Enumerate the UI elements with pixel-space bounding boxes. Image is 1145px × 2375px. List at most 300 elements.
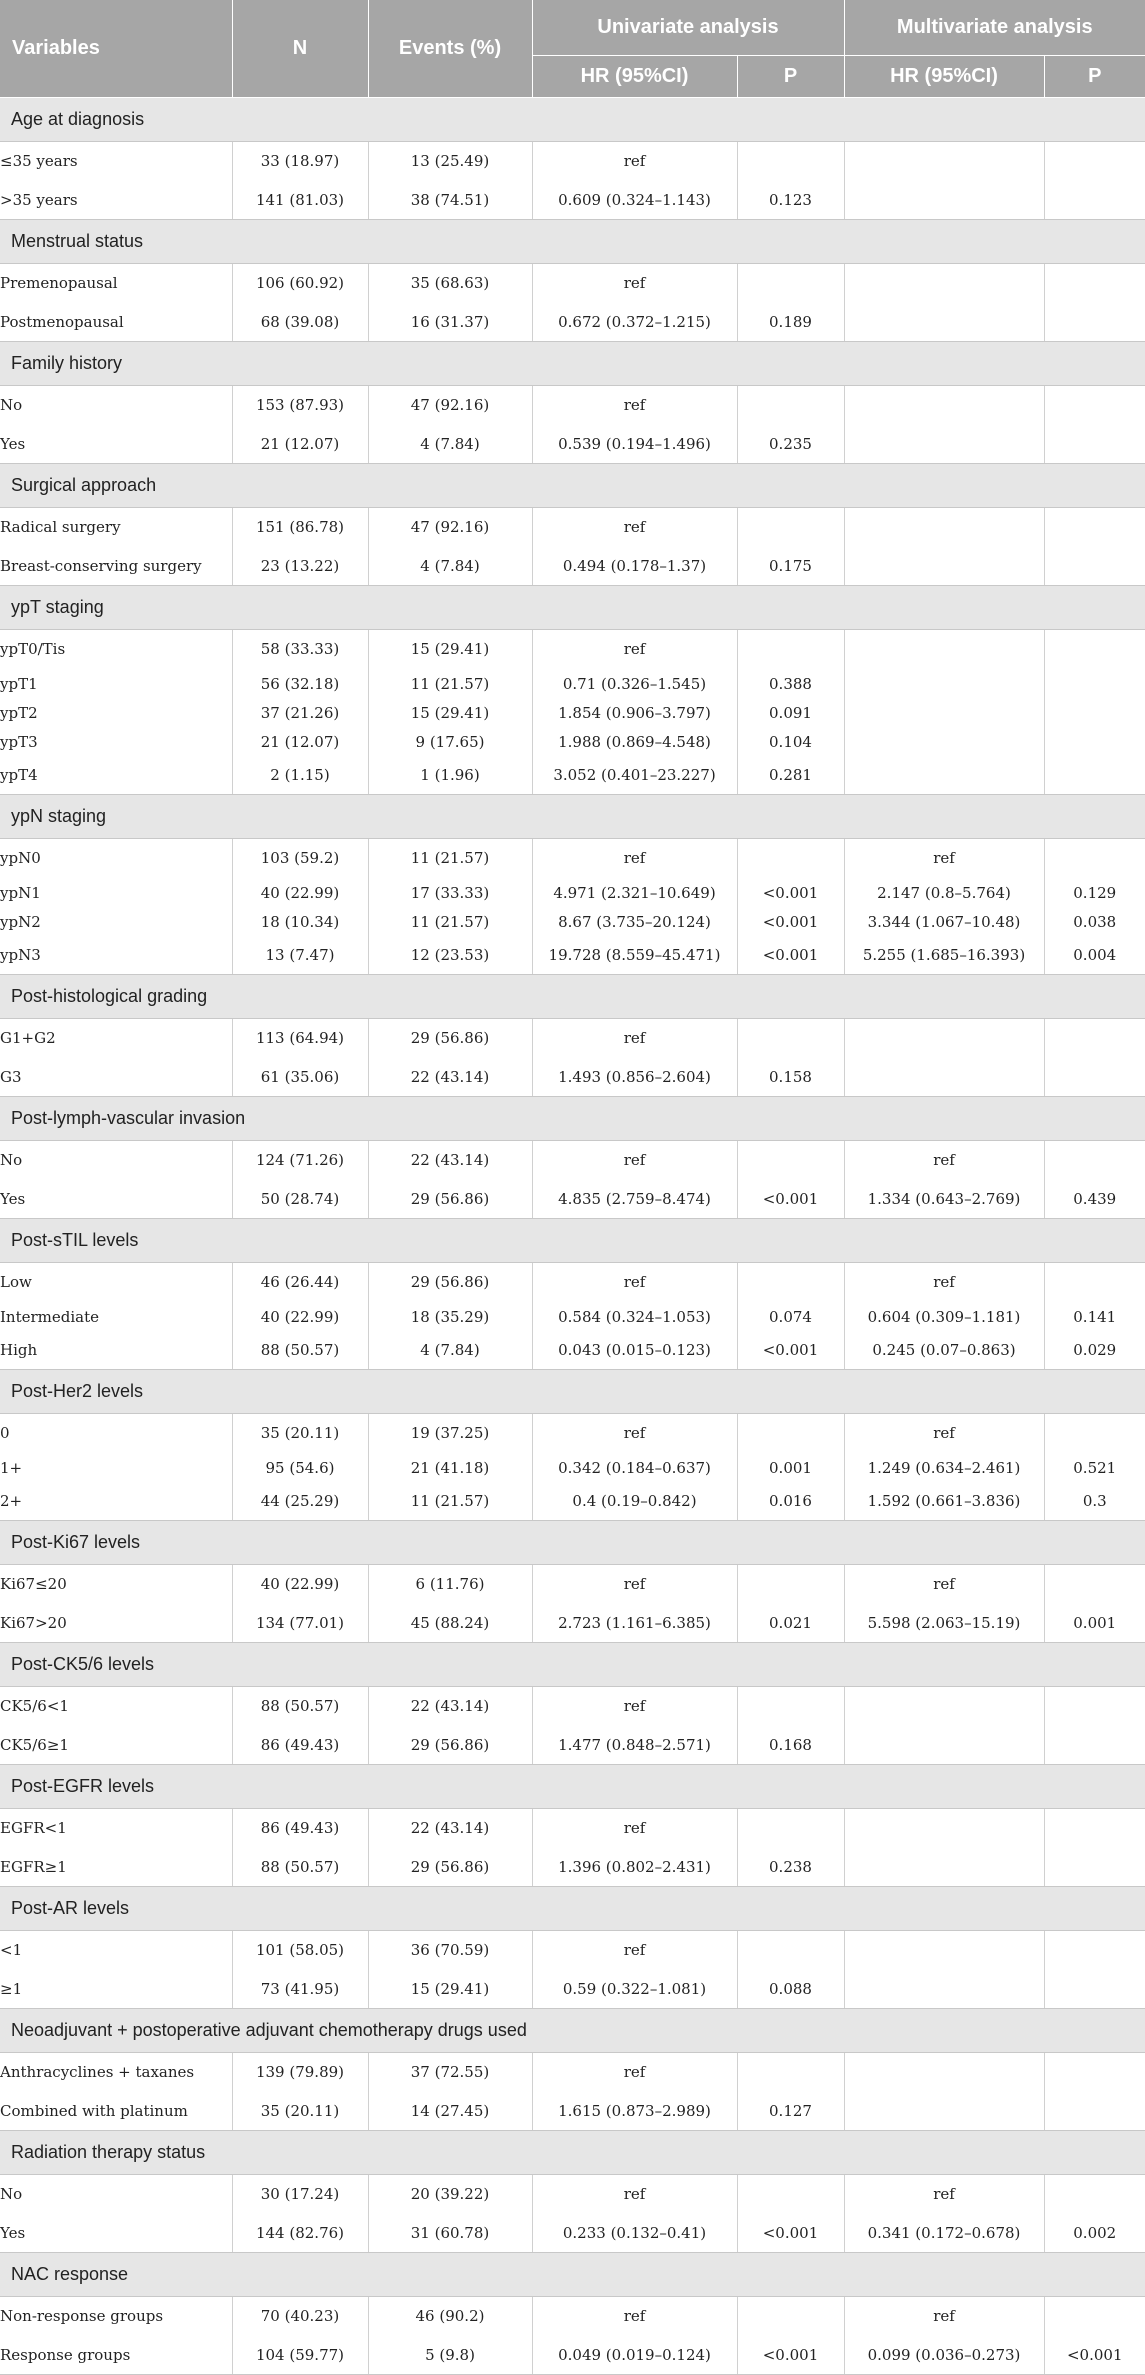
n-cell: 88 (50.57): [232, 1848, 368, 1886]
n-cell: 2 (1.15): [232, 756, 368, 794]
variable-cell: Combined with platinum: [0, 2092, 232, 2130]
table-row: [0, 669, 1145, 698]
n-cell: 35 (20.11): [232, 2092, 368, 2130]
variable-cell: CK5/6<1: [0, 1686, 232, 1726]
uni-p-cell: 0.158: [737, 1058, 844, 1096]
events-cell: 14 (27.45): [368, 2092, 532, 2130]
table-row: [0, 303, 1145, 341]
uni-p-cell: <0.001: [737, 878, 844, 907]
uni-p-cell: [737, 263, 844, 303]
n-cell: 44 (25.29): [232, 1482, 368, 1520]
n-cell: 95 (54.6): [232, 1453, 368, 1482]
table-row: [0, 1930, 1145, 1970]
uni-p-cell: 0.088: [737, 1970, 844, 2008]
multi-p-cell: 0.521: [1073, 1458, 1117, 1477]
uni-hr-cell: 1.988 (0.869–4.548): [532, 727, 737, 756]
multi-p-cell: [1044, 547, 1145, 585]
group-header-row: [0, 585, 1145, 629]
header-multi-hr: HR (95%CI): [844, 55, 1044, 97]
multi-hr-cell: [844, 698, 1044, 727]
events-cell: 46 (90.2): [368, 2296, 532, 2336]
n-cell: 134 (77.01): [232, 1604, 368, 1642]
events-cell: 13 (25.49): [368, 141, 532, 181]
table-row: [0, 425, 1145, 463]
multi-p-cell: 0.004: [1044, 936, 1145, 974]
multi-p-cell: [1044, 385, 1145, 425]
variable-cell: ypN2: [0, 907, 232, 936]
events-cell: 21 (41.18): [368, 1453, 532, 1482]
variable-cell: 1+: [0, 1453, 232, 1482]
table-row: [0, 1180, 1145, 1218]
events-cell: 29 (56.86): [368, 1726, 532, 1764]
uni-hr-cell: ref: [532, 1018, 737, 1058]
table-row: [0, 727, 1145, 756]
n-cell: 18 (10.34): [232, 907, 368, 936]
uni-p-cell: 0.127: [737, 2092, 844, 2130]
group-title: Post-Ki67 levels: [0, 1520, 1145, 1564]
uni-hr-cell: 3.052 (0.401–23.227): [532, 756, 737, 794]
uni-hr-cell: 2.723 (1.161–6.385): [532, 1604, 737, 1642]
multi-hr-cell: [844, 756, 1044, 794]
multi-hr-cell: ref: [844, 2174, 1044, 2214]
table-row: [0, 1413, 1145, 1453]
multi-p-cell: [1044, 425, 1145, 463]
uni-p-cell: 0.104: [737, 727, 844, 756]
multi-p-cell: 0.129: [1073, 883, 1117, 902]
uni-hr-cell: 4.971 (2.321–10.649): [532, 878, 737, 907]
multi-hr-cell: ref: [844, 2296, 1044, 2336]
table-row: [0, 547, 1145, 585]
table-row: [0, 698, 1145, 727]
group-header-row: [0, 2130, 1145, 2174]
uni-hr-cell: 0.043 (0.015–0.123): [532, 1331, 737, 1369]
uni-p-cell: [737, 2052, 844, 2092]
variable-cell: Non-response groups: [0, 2296, 232, 2336]
group-header-row: [0, 2252, 1145, 2296]
uni-hr-cell: ref: [532, 1564, 737, 1604]
multi-p-cell: [1044, 2092, 1145, 2130]
n-cell: 153 (87.93): [232, 385, 368, 425]
group-header-row: [0, 1642, 1145, 1686]
events-cell: 22 (43.14): [368, 1686, 532, 1726]
events-cell: 12 (23.53): [368, 936, 532, 974]
uni-hr-cell: ref: [532, 2174, 737, 2214]
group-header-row: [0, 1764, 1145, 1808]
events-cell: 29 (56.86): [368, 1018, 532, 1058]
n-cell: 139 (79.89): [232, 2052, 368, 2092]
header-univariate: Univariate analysis: [532, 0, 844, 55]
multi-p-cell: [1044, 698, 1145, 727]
table-row: [0, 1482, 1145, 1520]
uni-hr-cell: ref: [532, 385, 737, 425]
group-header-row: [0, 219, 1145, 263]
table-row: [0, 2052, 1145, 2092]
multi-p-cell: [1044, 507, 1145, 547]
variable-cell: Radical surgery: [0, 507, 232, 547]
variable-cell: Yes: [0, 2214, 232, 2252]
events-cell: 15 (29.41): [368, 698, 532, 727]
variable-cell: Response groups: [0, 2336, 232, 2374]
group-header-row: [0, 2008, 1145, 2052]
group-title: Post-AR levels: [0, 1886, 1145, 1930]
header-events: Events (%): [368, 0, 532, 97]
uni-p-cell: 0.001: [737, 1453, 844, 1482]
multi-hr-cell: [844, 547, 1044, 585]
uni-hr-cell: 0.049 (0.019–0.124): [532, 2336, 737, 2374]
multi-hr-cell: 0.099 (0.036–0.273): [844, 2336, 1044, 2374]
uni-p-cell: [737, 1686, 844, 1726]
variable-cell: EGFR<1: [0, 1808, 232, 1848]
group-title: Post-histological grading: [0, 974, 1145, 1018]
n-cell: 56 (32.18): [232, 669, 368, 698]
variable-cell: ypT1: [0, 669, 232, 698]
multi-p-cell: [1044, 1930, 1145, 1970]
multi-hr-cell: [844, 1930, 1044, 1970]
variable-cell: No: [0, 1140, 232, 1180]
multi-hr-cell: [844, 1686, 1044, 1726]
table-row: [0, 1686, 1145, 1726]
events-cell: 15 (29.41): [368, 629, 532, 669]
events-cell: 9 (17.65): [368, 727, 532, 756]
n-cell: 88 (50.57): [232, 1331, 368, 1369]
variable-cell: Postmenopausal: [0, 303, 232, 341]
events-cell: 11 (21.57): [368, 1482, 532, 1520]
multi-hr-cell: [844, 425, 1044, 463]
uni-hr-cell: 0.494 (0.178–1.37): [532, 547, 737, 585]
group-header-row: [0, 97, 1145, 141]
uni-p-cell: [737, 1808, 844, 1848]
n-cell: 30 (17.24): [232, 2174, 368, 2214]
events-cell: 11 (21.57): [368, 669, 532, 698]
uni-hr-cell: ref: [532, 1808, 737, 1848]
variable-cell: 0: [0, 1413, 232, 1453]
events-cell: 31 (60.78): [368, 2214, 532, 2252]
multi-hr-cell: 0.604 (0.309–1.181): [844, 1302, 1044, 1331]
uni-p-cell: 0.021: [737, 1604, 844, 1642]
variable-cell: Intermediate: [0, 1302, 232, 1331]
group-title: Post-CK5/6 levels: [0, 1642, 1145, 1686]
group-title: ypT staging: [0, 585, 1145, 629]
events-cell: 4 (7.84): [368, 1331, 532, 1369]
uni-hr-cell: 0.71 (0.326–1.545): [532, 669, 737, 698]
n-cell: 124 (71.26): [232, 1140, 368, 1180]
table-row: [0, 1302, 1145, 1331]
multi-p-cell: 0.439: [1044, 1180, 1145, 1218]
uni-p-cell: [737, 1930, 844, 1970]
group-title: Post-Her2 levels: [0, 1369, 1145, 1413]
multi-p-cell: 0.002: [1044, 2214, 1145, 2252]
n-cell: 46 (26.44): [232, 1262, 368, 1302]
group-header-row: [0, 1369, 1145, 1413]
uni-hr-cell: 0.4 (0.19–0.842): [532, 1482, 737, 1520]
multi-p-cell: [1044, 1262, 1145, 1302]
table-row: [0, 756, 1145, 794]
multi-p-cell: [1044, 2174, 1145, 2214]
variable-cell: Yes: [0, 425, 232, 463]
n-cell: 37 (21.26): [232, 698, 368, 727]
variable-cell: No: [0, 2174, 232, 2214]
table-row: [0, 1018, 1145, 1058]
multi-hr-cell: 2.147 (0.8–5.764): [844, 878, 1044, 907]
group-header-row: [0, 463, 1145, 507]
table-row: [0, 1970, 1145, 2008]
uni-p-cell: 0.189: [737, 303, 844, 341]
uni-hr-cell: 0.342 (0.184–0.637): [532, 1453, 737, 1482]
events-cell: 22 (43.14): [368, 1058, 532, 1096]
multi-p-cell: [1044, 263, 1145, 303]
table-row: [0, 1604, 1145, 1642]
uni-p-cell: <0.001: [737, 907, 844, 936]
multi-hr-cell: ref: [844, 838, 1044, 878]
table-row: [0, 1453, 1145, 1482]
group-title: Age at diagnosis: [0, 97, 1145, 141]
events-cell: 47 (92.16): [368, 507, 532, 547]
variable-cell: Ki67≤20: [0, 1564, 232, 1604]
n-cell: 103 (59.2): [232, 838, 368, 878]
n-cell: 151 (86.78): [232, 507, 368, 547]
multi-hr-cell: ref: [844, 1413, 1044, 1453]
variable-cell: >35 years: [0, 181, 232, 219]
uni-p-cell: 0.168: [737, 1726, 844, 1764]
multi-p-cell: [1044, 838, 1145, 878]
multi-p-cell: [1044, 629, 1145, 669]
events-cell: 22 (43.14): [368, 1140, 532, 1180]
uni-p-cell: [737, 838, 844, 878]
uni-p-cell: [737, 1564, 844, 1604]
multi-hr-cell: [844, 1058, 1044, 1096]
uni-p-cell: [737, 2174, 844, 2214]
multi-p-cell: [1044, 1808, 1145, 1848]
uni-hr-cell: 1.854 (0.906–3.797): [532, 698, 737, 727]
variable-cell: ypT4: [0, 756, 232, 794]
n-cell: 70 (40.23): [232, 2296, 368, 2336]
n-cell: 58 (33.33): [232, 629, 368, 669]
uni-hr-cell: ref: [532, 1413, 737, 1453]
table-row: [0, 629, 1145, 669]
variable-cell: EGFR≥1: [0, 1848, 232, 1886]
variable-cell: ypT2: [0, 698, 232, 727]
events-cell: 29 (56.86): [368, 1262, 532, 1302]
variable-cell: ≥1: [0, 1970, 232, 2008]
multi-hr-cell: [844, 2052, 1044, 2092]
variable-cell: ypT0/Tis: [0, 629, 232, 669]
n-cell: 104 (59.77): [232, 2336, 368, 2374]
multi-p-cell: 0.141: [1073, 1307, 1117, 1326]
n-cell: 40 (22.99): [232, 1564, 368, 1604]
uni-p-cell: <0.001: [737, 1180, 844, 1218]
header-row-top: [0, 0, 1145, 55]
uni-p-cell: [737, 1262, 844, 1302]
uni-hr-cell: 0.59 (0.322–1.081): [532, 1970, 737, 2008]
table-row: [0, 1808, 1145, 1848]
multi-p-cell: [1044, 303, 1145, 341]
uni-hr-cell: ref: [532, 2296, 737, 2336]
variable-cell: CK5/6≥1: [0, 1726, 232, 1764]
multi-p-cell: [1044, 1564, 1145, 1604]
events-cell: 47 (92.16): [368, 385, 532, 425]
uni-hr-cell: ref: [532, 263, 737, 303]
multi-hr-cell: [844, 2092, 1044, 2130]
multi-p-cell: [1044, 1970, 1145, 2008]
table-row: [0, 1140, 1145, 1180]
uni-hr-cell: 0.584 (0.324–1.053): [532, 1302, 737, 1331]
multi-p-cell: [1044, 1686, 1145, 1726]
multi-p-cell: [1044, 727, 1145, 756]
group-title: Surgical approach: [0, 463, 1145, 507]
multi-p-cell: [1044, 181, 1145, 219]
group-header-row: [0, 1096, 1145, 1140]
multi-hr-cell: [844, 141, 1044, 181]
n-cell: 61 (35.06): [232, 1058, 368, 1096]
uni-hr-cell: ref: [532, 2052, 737, 2092]
n-cell: 86 (49.43): [232, 1808, 368, 1848]
n-cell: 33 (18.97): [232, 141, 368, 181]
variable-cell: Yes: [0, 1180, 232, 1218]
events-cell: 1 (1.96): [368, 756, 532, 794]
table-row: [0, 907, 1145, 936]
events-cell: 19 (37.25): [368, 1413, 532, 1453]
uni-hr-cell: 8.67 (3.735–20.124): [532, 907, 737, 936]
group-title: Menstrual status: [0, 219, 1145, 263]
group-header-row: [0, 1520, 1145, 1564]
header-n: N: [232, 0, 368, 97]
multi-hr-cell: 0.341 (0.172–0.678): [844, 2214, 1044, 2252]
multi-hr-cell: 3.344 (1.067–10.48): [844, 907, 1044, 936]
header-multivariate: Multivariate analysis: [844, 0, 1145, 55]
n-cell: 141 (81.03): [232, 181, 368, 219]
multi-hr-cell: [844, 669, 1044, 698]
uni-hr-cell: 1.615 (0.873–2.989): [532, 2092, 737, 2130]
table-row: [0, 838, 1145, 878]
multi-p-cell: <0.001: [1044, 2336, 1145, 2374]
variable-cell: G1+G2: [0, 1018, 232, 1058]
uni-p-cell: <0.001: [737, 2214, 844, 2252]
uni-hr-cell: 0.233 (0.132–0.41): [532, 2214, 737, 2252]
multi-hr-cell: [844, 1018, 1044, 1058]
group-title: Post-lymph-vascular invasion: [0, 1096, 1145, 1140]
table-row: [0, 385, 1145, 425]
multi-p-cell: 0.001: [1044, 1604, 1145, 1642]
multi-hr-cell: 5.598 (2.063–15.19): [844, 1604, 1044, 1642]
events-cell: 29 (56.86): [368, 1848, 532, 1886]
n-cell: 13 (7.47): [232, 936, 368, 974]
group-header-row: [0, 974, 1145, 1018]
group-header-row: [0, 341, 1145, 385]
multi-p-cell: [1044, 669, 1145, 698]
uni-p-cell: 0.388: [737, 669, 844, 698]
group-title: Family history: [0, 341, 1145, 385]
table-row: [0, 1726, 1145, 1764]
n-cell: 23 (13.22): [232, 547, 368, 585]
multi-hr-cell: 5.255 (1.685–16.393): [844, 936, 1044, 974]
n-cell: 86 (49.43): [232, 1726, 368, 1764]
multi-p-cell: [1044, 1726, 1145, 1764]
table-row: [0, 181, 1145, 219]
multi-hr-cell: [844, 263, 1044, 303]
multi-hr-cell: [844, 629, 1044, 669]
uni-p-cell: [737, 629, 844, 669]
events-cell: 17 (33.33): [368, 878, 532, 907]
uni-p-cell: [737, 1413, 844, 1453]
uni-hr-cell: ref: [532, 838, 737, 878]
multi-p-cell: [1044, 1018, 1145, 1058]
variable-cell: High: [0, 1331, 232, 1369]
header-uni-p: P: [737, 55, 844, 97]
events-cell: 20 (39.22): [368, 2174, 532, 2214]
group-title: Post-sTIL levels: [0, 1218, 1145, 1262]
variable-cell: Premenopausal: [0, 263, 232, 303]
uni-p-cell: [737, 385, 844, 425]
table-row: [0, 1331, 1145, 1369]
multi-hr-cell: [844, 507, 1044, 547]
uni-hr-cell: ref: [532, 629, 737, 669]
table-row: [0, 2174, 1145, 2214]
variable-cell: G3: [0, 1058, 232, 1096]
uni-p-cell: <0.001: [737, 1331, 844, 1369]
variable-cell: ypN3: [0, 936, 232, 974]
variable-cell: ypT3: [0, 727, 232, 756]
events-cell: 6 (11.76): [368, 1564, 532, 1604]
multi-hr-cell: [844, 1970, 1044, 2008]
uni-hr-cell: ref: [532, 141, 737, 181]
multi-hr-cell: [844, 1808, 1044, 1848]
n-cell: 113 (64.94): [232, 1018, 368, 1058]
uni-p-cell: 0.074: [737, 1302, 844, 1331]
n-cell: 21 (12.07): [232, 727, 368, 756]
table-row: [0, 2336, 1145, 2374]
multi-hr-cell: ref: [844, 1564, 1044, 1604]
multi-hr-cell: ref: [844, 1262, 1044, 1302]
table-row: [0, 1848, 1145, 1886]
n-cell: 40 (22.99): [232, 1302, 368, 1331]
n-cell: 68 (39.08): [232, 303, 368, 341]
uni-p-cell: 0.091: [737, 698, 844, 727]
events-cell: 15 (29.41): [368, 1970, 532, 2008]
events-cell: 18 (35.29): [368, 1302, 532, 1331]
variable-cell: Breast-conserving surgery: [0, 547, 232, 585]
n-cell: 101 (58.05): [232, 1930, 368, 1970]
multi-hr-cell: 1.334 (0.643–2.769): [844, 1180, 1044, 1218]
multi-hr-cell: [844, 727, 1044, 756]
uni-hr-cell: ref: [532, 1930, 737, 1970]
header-uni-hr: HR (95%CI): [532, 55, 737, 97]
uni-hr-cell: 1.477 (0.848–2.571): [532, 1726, 737, 1764]
uni-hr-cell: 1.493 (0.856–2.604): [532, 1058, 737, 1096]
header-multi-p: P: [1044, 55, 1145, 97]
uni-hr-cell: 0.609 (0.324–1.143): [532, 181, 737, 219]
multi-hr-cell: [844, 1726, 1044, 1764]
variable-cell: ypN0: [0, 838, 232, 878]
uni-p-cell: 0.238: [737, 1848, 844, 1886]
multi-p-cell: [1044, 2052, 1145, 2092]
events-cell: 11 (21.57): [368, 838, 532, 878]
multi-hr-cell: 1.592 (0.661–3.836): [844, 1482, 1044, 1520]
uni-p-cell: [737, 507, 844, 547]
events-cell: 37 (72.55): [368, 2052, 532, 2092]
multi-hr-cell: 1.249 (0.634–2.461): [844, 1453, 1044, 1482]
multi-hr-cell: [844, 1848, 1044, 1886]
table-row: [0, 1564, 1145, 1604]
group-title: Post-EGFR levels: [0, 1764, 1145, 1808]
group-title: Radiation therapy status: [0, 2130, 1145, 2174]
uni-hr-cell: ref: [532, 1262, 737, 1302]
uni-hr-cell: 0.539 (0.194–1.496): [532, 425, 737, 463]
multi-p-cell: [1044, 756, 1145, 794]
multi-hr-cell: [844, 181, 1044, 219]
events-cell: 5 (9.8): [368, 2336, 532, 2374]
multi-p-cell: [1044, 1413, 1145, 1453]
group-title: Neoadjuvant + postoperative adjuvant chemotherapy drugs used: [0, 2008, 1145, 2052]
